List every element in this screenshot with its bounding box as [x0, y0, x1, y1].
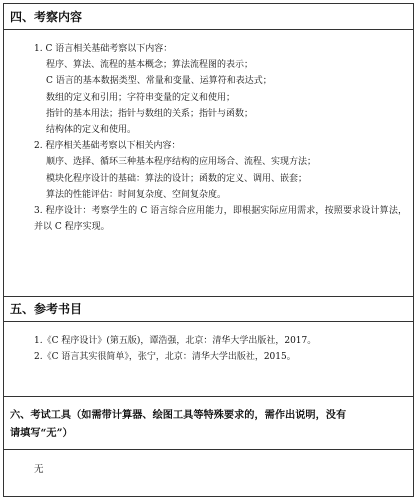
section-6-title: [4, 406, 413, 442]
divider: [4, 449, 413, 450]
section-5-content: [4, 333, 413, 365]
exam-tools-answer: 无: [34, 464, 44, 475]
section-6-title-line-2: 请填写“无”）: [10, 427, 73, 439]
content-item: 结构体的定义和使用。: [46, 124, 137, 135]
content-item: 1. C 语言相关基础考察以下内容：: [34, 44, 173, 54]
section-4-content: [4, 41, 413, 235]
content-item: C 语言的基本数据类型、常量和变量、运算符和表达式；: [46, 76, 272, 87]
content-item: 2. 程序相关基础考察以下相关内容：: [34, 141, 181, 152]
reference-book: 2.《C 语言其实很简单》，张宁，北京：清华大学出版社，2015。: [34, 352, 296, 363]
content-item: 3. 程序设计：考察学生的 C 语言综合应用能力，即根据实际应用需求，按照要求设计算法，并以 C 程序实现。: [34, 205, 407, 233]
section-5-title: 五、参考书目: [10, 302, 83, 316]
divider: [4, 396, 413, 397]
divider: [4, 29, 413, 30]
section-4-title: 四、考察内容: [10, 10, 83, 24]
reference-book: 1.《C 程序设计》(第五版)，谭浩强，北京：清华大学出版社，2017。: [34, 336, 317, 346]
content-item: 程序、算法、流程的基本概念；算法流程图的表示；: [46, 60, 254, 71]
content-item: 模块化程序设计的基础：算法的设计；函数的定义、调用、嵌套；: [46, 173, 308, 184]
section-6-title-line-1: 六、考试工具（如需带计算器、绘图工具等特殊要求的，需作出说明，没有: [10, 409, 347, 421]
content-item: 顺序、选择、循环三种基本程序结构的应用场合、流程、实现方法；: [46, 157, 317, 168]
content-item: 指针的基本用法；指针与数组的关系；指针与函数；: [46, 108, 254, 119]
divider: [4, 321, 413, 322]
content-item: 数组的定义和引用；字符串变量的定义和使用；: [46, 92, 236, 103]
content-item: 算法的性能评估：时间复杂度、空间复杂度。: [46, 189, 227, 200]
exam-outline-page: [3, 3, 414, 497]
divider: [4, 296, 413, 297]
